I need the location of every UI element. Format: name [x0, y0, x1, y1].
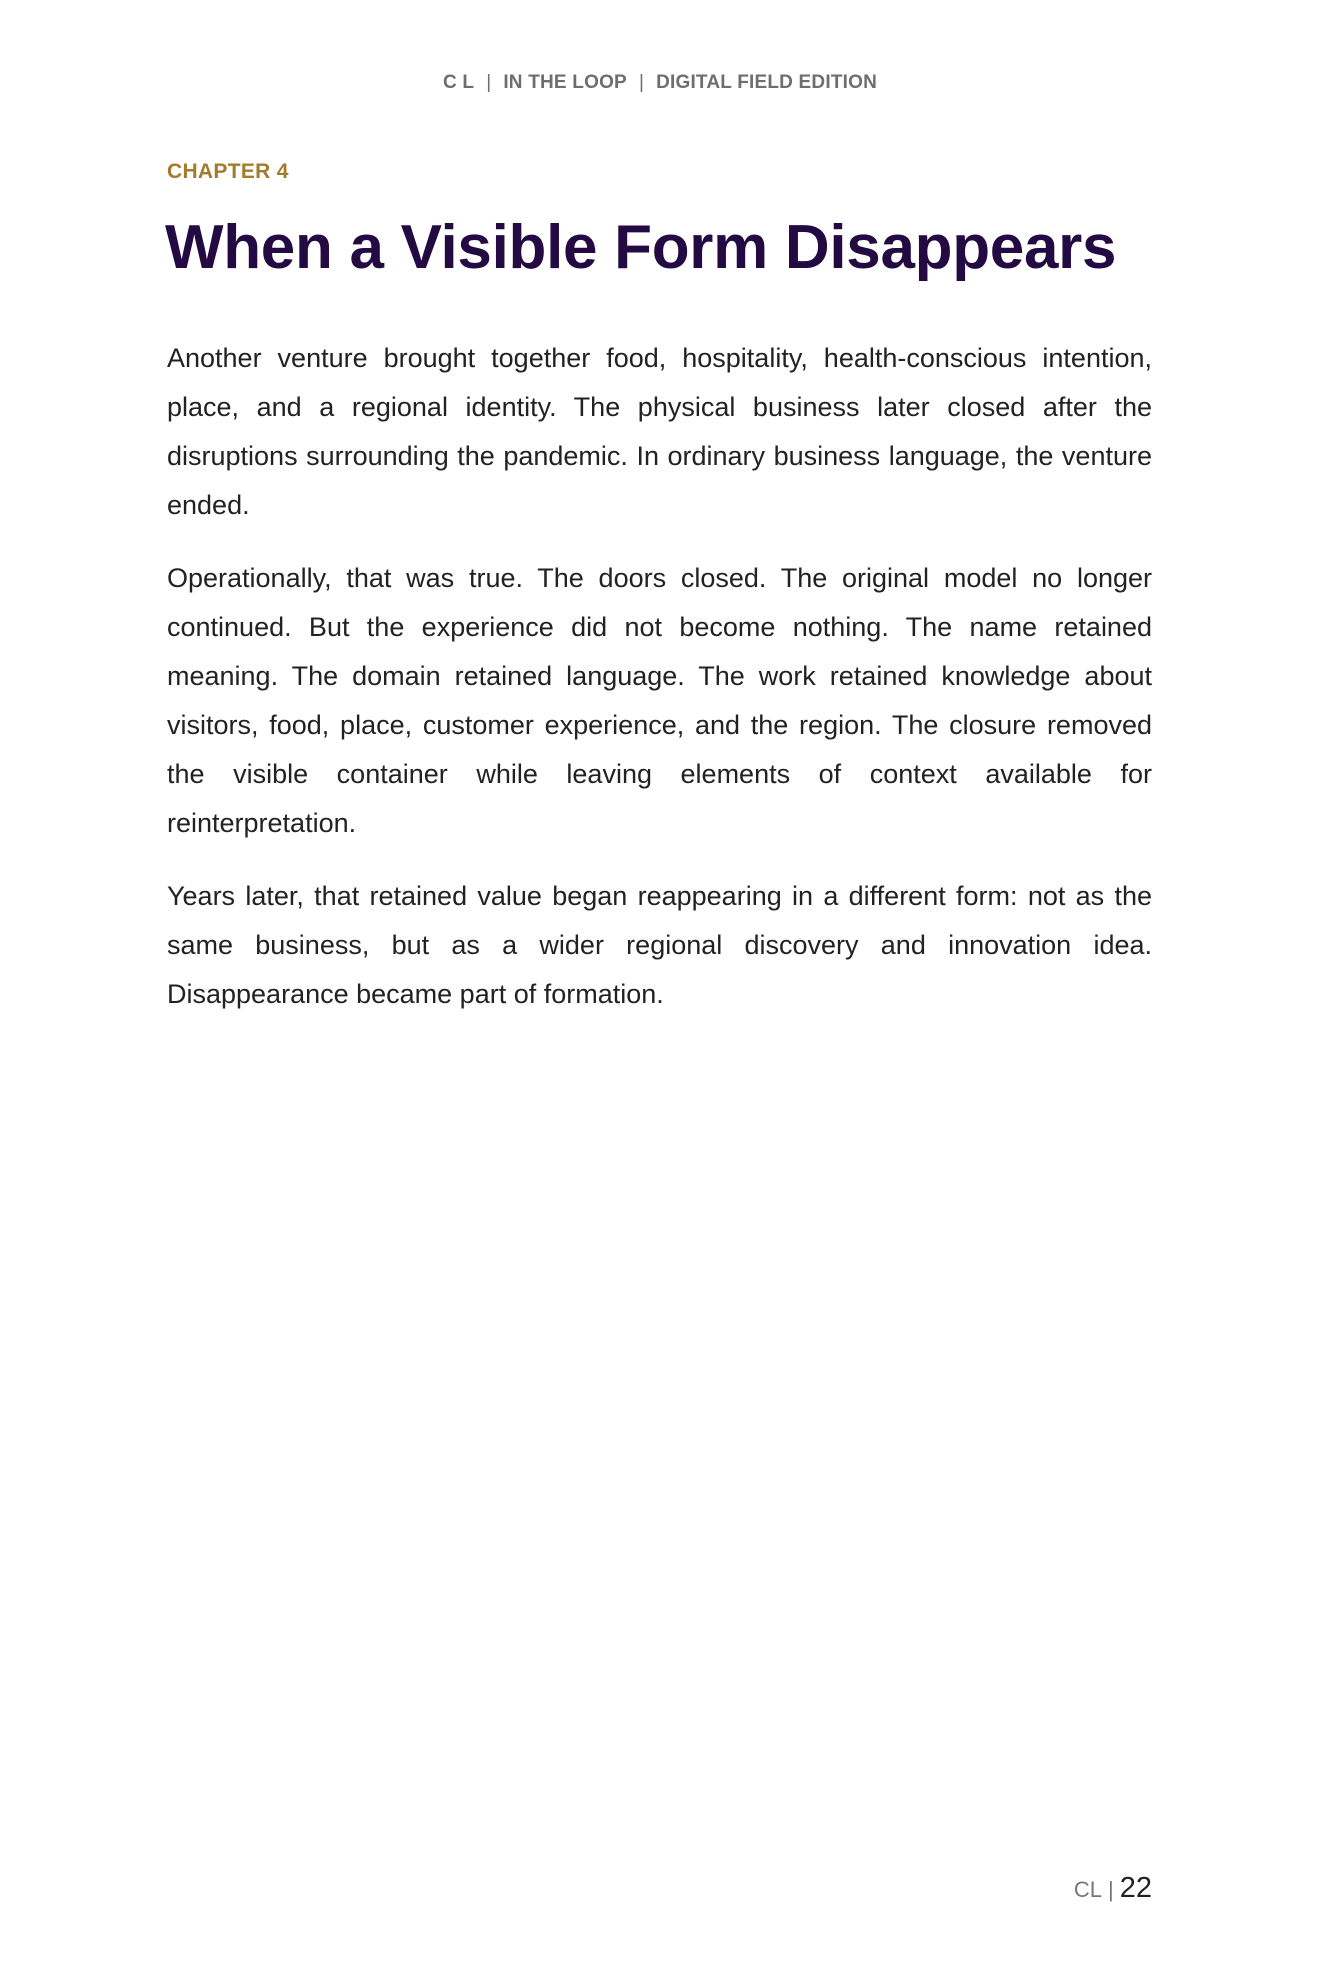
page-footer — [1074, 1872, 1152, 1905]
chapter-title: When a Visible Form Disappears — [165, 213, 1117, 282]
header-edition: DIGITAL FIELD EDITION — [656, 72, 878, 93]
chapter-body — [167, 334, 1152, 1043]
page-number: 22 — [1119, 1872, 1152, 1904]
header-publication: IN THE LOOP — [503, 72, 627, 93]
footer-initials: CL — [1073, 1877, 1103, 1902]
body-paragraph: Years later, that retained value began reappearing in a different form: not as the same business, but as a wider regional discovery and innovation idea. Disappearance became part of formation. — [167, 881, 1152, 1009]
header-separator: | — [638, 72, 645, 93]
body-paragraph: Another venture brought together food, hospitality, health-conscious intention, place, and a regional identity. The physical business later closed after the disruptions surrounding the pandemic. In ordinary business language, the venture ended. — [167, 343, 1152, 520]
running-header — [0, 72, 1320, 94]
chapter-label: CHAPTER 4 — [167, 160, 289, 183]
header-initials: C L — [442, 72, 475, 93]
footer-separator: | — [1108, 1877, 1114, 1902]
header-separator: | — [486, 72, 492, 93]
body-paragraph: Operationally, that was true. The doors closed. The original model no longer continued. But the experience did not become nothing. The name retained meaning. The domain retained language. The work retained knowledge about visitors, food, place, customer experience, and the region. The closure removed the visible container while leaving elements of context available for reinterpretation. — [167, 563, 1152, 838]
